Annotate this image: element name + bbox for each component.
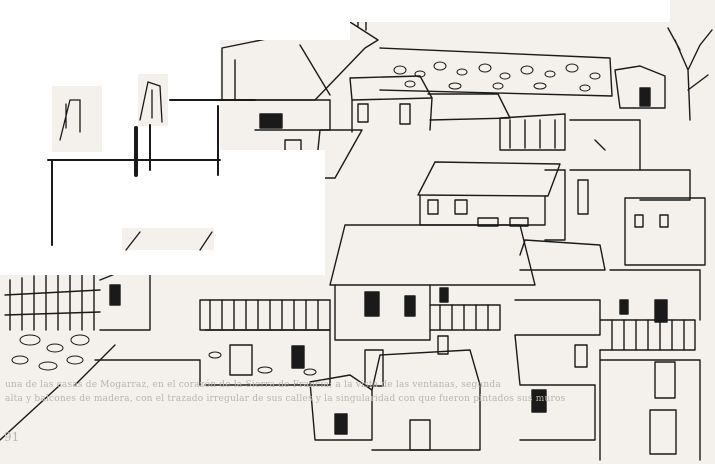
fragment-left xyxy=(52,86,102,152)
caption-line-1: una de las casas de Mogarraz, en el corazón de la Sierra de Francia; a la vista de las ventanas, segunda xyxy=(5,380,501,390)
mask-left-middle xyxy=(0,150,325,275)
mask-top-right xyxy=(350,0,670,22)
page-number: 91 xyxy=(4,430,20,444)
fragment-lower xyxy=(122,228,214,250)
caption-line-2: alta y balcones de madera, con el trazado irregular de sus calles y la singularidad con que fueron pintados sus muros xyxy=(5,394,566,404)
mask-top-center xyxy=(220,0,350,40)
fragment-center xyxy=(138,74,168,126)
mask-top-left xyxy=(0,0,220,160)
